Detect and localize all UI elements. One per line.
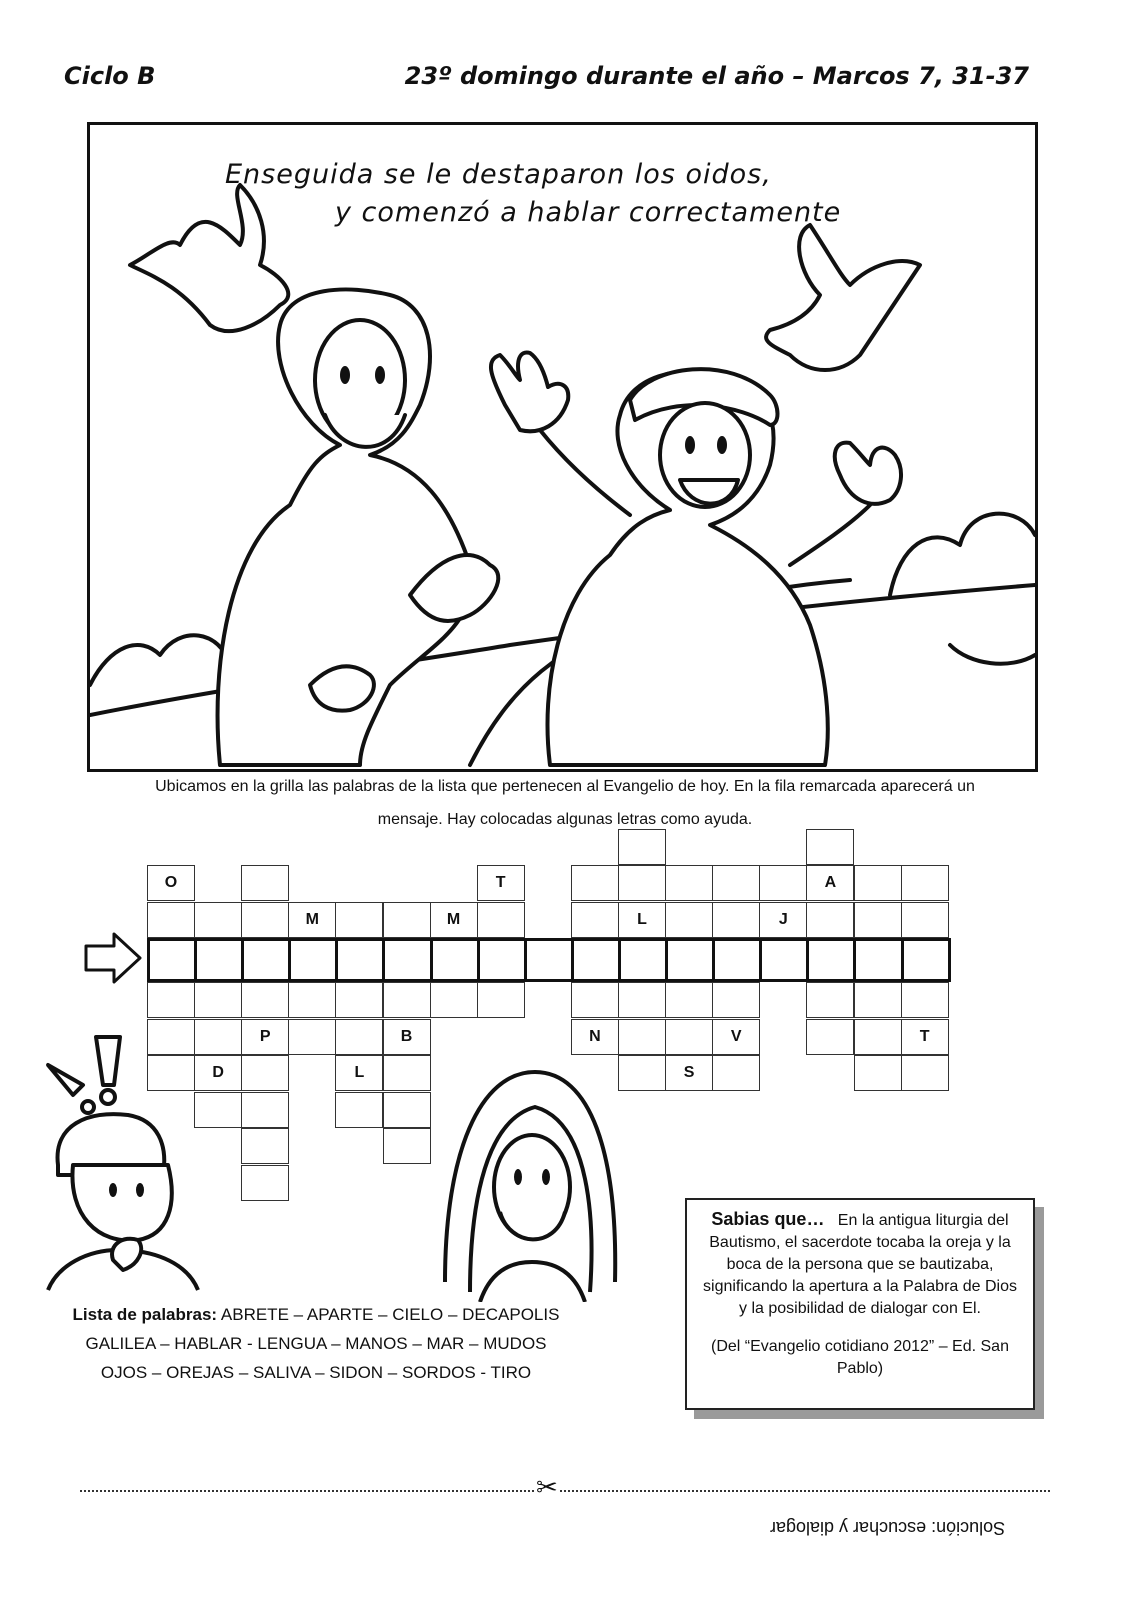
message-cell[interactable] [856, 941, 903, 979]
message-cell[interactable] [338, 941, 385, 979]
crossword-cell[interactable] [477, 902, 525, 938]
crossword-cell[interactable] [618, 829, 666, 865]
crossword-cell[interactable] [854, 865, 902, 901]
crossword-cell[interactable] [335, 902, 383, 938]
instructions-line-2: mensaje. Hay colocadas algunas letras como ayuda. [377, 811, 753, 828]
crossword-cell[interactable] [383, 982, 431, 1018]
crossword-cell[interactable] [383, 1092, 431, 1128]
message-cell[interactable] [385, 941, 432, 979]
message-cell[interactable] [291, 941, 338, 979]
crossword-cell[interactable] [854, 982, 902, 1018]
message-cell[interactable] [574, 941, 621, 979]
crossword-cell[interactable]: N [571, 1019, 619, 1055]
crossword-cell[interactable] [241, 1165, 289, 1201]
crossword-cell[interactable] [806, 829, 854, 865]
crossword-cell[interactable] [571, 982, 619, 1018]
solution-upside-down: Solución: escuchar y dialogar [770, 1518, 1006, 1538]
crossword-cell[interactable] [712, 982, 760, 1018]
crossword-cell[interactable] [806, 1019, 854, 1055]
message-cell[interactable] [527, 941, 574, 979]
crossword-cell[interactable]: S [665, 1055, 713, 1091]
crossword-cell[interactable] [147, 902, 195, 938]
crossword-cell[interactable] [618, 865, 666, 901]
illustration-caption-2: y comenzó a hablar correctamente [335, 197, 842, 228]
crossword-cell[interactable] [665, 865, 713, 901]
crossword-cell[interactable] [241, 1055, 289, 1091]
crossword-cell[interactable] [147, 982, 195, 1018]
crossword-cell[interactable]: M [430, 902, 478, 938]
crossword-cell[interactable] [335, 982, 383, 1018]
crossword-cell[interactable]: L [618, 902, 666, 938]
message-cell[interactable] [480, 941, 527, 979]
message-cell[interactable] [762, 941, 809, 979]
crossword-cell[interactable]: M [288, 902, 336, 938]
jesus-halo-illustration [440, 1062, 620, 1302]
crossword-cell[interactable]: P [241, 1019, 289, 1055]
crossword-cell[interactable] [901, 1055, 949, 1091]
crossword-cell[interactable]: V [712, 1019, 760, 1055]
crossword-cell[interactable] [618, 982, 666, 1018]
crossword-cell[interactable] [618, 1055, 666, 1091]
crossword-cell[interactable] [854, 1019, 902, 1055]
crossword-cell[interactable] [712, 902, 760, 938]
crossword-cell[interactable] [383, 1128, 431, 1164]
crossword-cell[interactable] [194, 982, 242, 1018]
crossword-cell[interactable] [901, 982, 949, 1018]
arrow-right-icon [84, 930, 144, 986]
word-list-line-1: ABRETE – APARTE – CIELO – DECAPOLIS [220, 1305, 560, 1324]
crossword-cell[interactable] [383, 1055, 431, 1091]
message-cell[interactable] [244, 941, 291, 979]
illustration-caption-1: Enseguida se le destaparon los oidos, [225, 159, 772, 190]
crossword-cell[interactable] [571, 902, 619, 938]
crossword-cell[interactable] [241, 1128, 289, 1164]
crossword-cell[interactable] [854, 902, 902, 938]
crossword-cell[interactable] [712, 1055, 760, 1091]
word-list-label: Lista de palabras: [72, 1305, 218, 1324]
crossword-cell[interactable] [806, 982, 854, 1018]
crossword-cell[interactable] [477, 982, 525, 1018]
thinking-boy-illustration [28, 1025, 218, 1295]
fact-body: En la antigua liturgia del Bautismo, el sacerdote tocaba la oreja y la boca de la persona que se bautizaba, significando la apertura a la Palabra de Dios y la posibilidad de dialogar con El. [703, 1212, 1017, 1317]
message-cell[interactable] [621, 941, 668, 979]
message-cell[interactable] [433, 941, 480, 979]
crossword-cell[interactable] [712, 865, 760, 901]
crossword-cell[interactable]: J [759, 902, 807, 938]
crossword-cell[interactable] [241, 902, 289, 938]
crossword-cell[interactable] [901, 902, 949, 938]
crossword-cell[interactable] [335, 1092, 383, 1128]
word-list [66, 1300, 566, 1387]
crossword-cell[interactable]: A [806, 865, 854, 901]
crossword-cell[interactable] [194, 902, 242, 938]
crossword-cell[interactable] [665, 982, 713, 1018]
crossword-cell[interactable] [665, 902, 713, 938]
crossword-cell[interactable]: B [383, 1019, 431, 1055]
instructions-line-1: Ubicamos en la grilla las palabras de la lista que pertenecen al Evangelio de hoy. En la fila remarcada aparecerá un [155, 778, 975, 795]
crossword-cell[interactable] [241, 1092, 289, 1128]
crossword-cell[interactable] [241, 865, 289, 901]
crossword-cell[interactable] [665, 1019, 713, 1055]
word-list-line-3: OJOS – OREJAS – SALIVA – SIDON – SORDOS - TIRO [100, 1363, 532, 1382]
fact-title: Sabias que… [711, 1209, 825, 1229]
crossword-cell[interactable] [335, 1019, 383, 1055]
scissors-icon: ✂ [536, 1472, 558, 1502]
crossword-cell[interactable] [759, 865, 807, 901]
fact-source: (Del “Evangelio cotidiano 2012” – Ed. San Pablo) [711, 1338, 1009, 1377]
message-cell[interactable] [904, 941, 948, 979]
highlighted-message-row [147, 938, 951, 982]
message-cell[interactable] [150, 941, 197, 979]
crossword-cell[interactable] [854, 1055, 902, 1091]
crossword-cell[interactable]: T [901, 1019, 949, 1055]
crossword-cell[interactable] [618, 1019, 666, 1055]
crossword-cell[interactable] [571, 865, 619, 901]
crossword-cell[interactable]: D [194, 1055, 242, 1091]
crossword-cell[interactable] [288, 982, 336, 1018]
crossword-cell[interactable]: T [477, 865, 525, 901]
message-cell[interactable] [197, 941, 244, 979]
crossword-cell[interactable] [806, 902, 854, 938]
message-cell[interactable] [668, 941, 715, 979]
crossword-cell[interactable]: O [147, 865, 195, 901]
crossword-cell[interactable]: L [335, 1055, 383, 1091]
page-title: 23º domingo durante el año – Marcos 7, 31-37 [404, 62, 1029, 90]
word-list-line-2: GALILEA – HABLAR - LENGUA – MANOS – MAR – MUDOS [85, 1334, 547, 1353]
crossword-cell[interactable] [383, 902, 431, 938]
crossword-cell[interactable] [241, 982, 289, 1018]
cut-line [80, 1484, 1050, 1492]
message-cell[interactable] [715, 941, 762, 979]
crossword-cell[interactable] [901, 865, 949, 901]
cycle-label: Ciclo B [64, 62, 156, 90]
crossword-cell[interactable] [430, 982, 478, 1018]
message-cell[interactable] [809, 941, 856, 979]
crossword-cell[interactable] [288, 1019, 336, 1055]
fact-box [685, 1198, 1035, 1410]
